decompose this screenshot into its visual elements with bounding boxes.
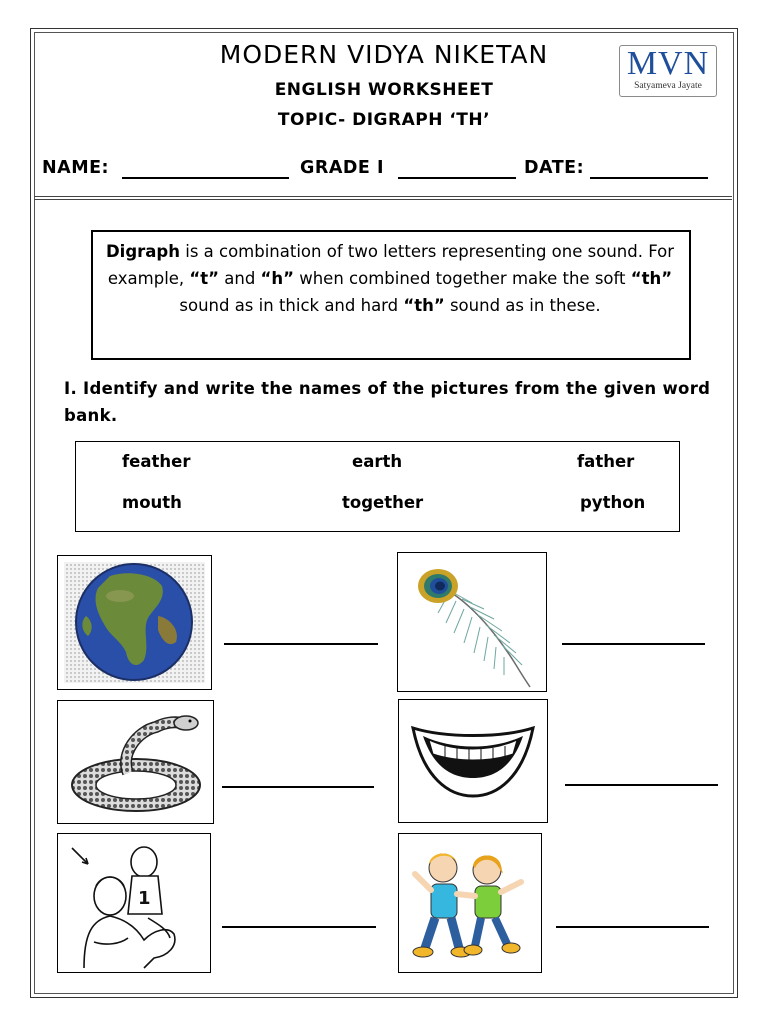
word-bank-item: father	[577, 452, 635, 471]
answer-line[interactable]	[556, 926, 709, 928]
earth-globe-icon	[58, 556, 211, 689]
python-snake-icon	[58, 701, 213, 823]
mouth-picture	[398, 699, 548, 823]
python-picture	[57, 700, 214, 824]
hard-th: “th”	[403, 296, 445, 315]
header-divider	[34, 196, 732, 197]
grade-label: GRADE I	[300, 158, 384, 178]
letter-t: “t”	[189, 269, 219, 288]
father-and-child-icon	[58, 834, 210, 972]
svg-text:1: 1	[138, 888, 151, 909]
school-logo	[619, 45, 717, 97]
children-together-icon	[399, 834, 541, 972]
definition-part-4: sound as in these.	[444, 296, 601, 315]
definition-term: Digraph	[105, 242, 180, 261]
peacock-feather-icon	[398, 553, 546, 691]
name-blank-line[interactable]	[122, 177, 289, 179]
earth-picture	[57, 555, 212, 690]
letter-h: “h”	[260, 269, 294, 288]
date-label: DATE:	[524, 158, 585, 178]
logo-motto: Satyameva Jayate	[634, 81, 702, 91]
answer-line[interactable]	[224, 643, 378, 645]
answer-line[interactable]	[565, 784, 718, 786]
definition-text	[100, 238, 680, 319]
definition-part-3: sound as in thick and hard	[179, 296, 404, 315]
father-picture	[57, 833, 211, 973]
definition-and: and	[219, 269, 261, 288]
word-bank-item: python	[580, 493, 646, 512]
logo-text: MVN	[626, 45, 710, 82]
worksheet-topic: TOPIC- DIGRAPH ‘TH’	[277, 110, 491, 130]
word-bank-item: earth	[352, 452, 403, 471]
school-name: MODERN VIDYA NIKETAN	[219, 40, 549, 69]
definition-part-2: when combined together make the soft	[293, 269, 631, 288]
together-picture	[398, 833, 542, 973]
grade-blank-line[interactable]	[398, 177, 516, 179]
word-bank-item: feather	[122, 452, 191, 471]
word-bank-item: together	[342, 493, 424, 512]
date-blank-line[interactable]	[590, 177, 708, 179]
answer-line[interactable]	[222, 786, 374, 788]
header-divider-double	[34, 199, 732, 200]
soft-th: “th”	[630, 269, 673, 288]
feather-picture	[397, 552, 547, 692]
name-label: NAME:	[42, 158, 110, 178]
answer-line[interactable]	[562, 643, 705, 645]
definition-part-1: is a combination of two letters representing one sound. For example,	[107, 242, 674, 288]
answer-line[interactable]	[222, 926, 376, 928]
question-instruction: I. Identify and write the names of the pictures from the given word bank.	[64, 379, 711, 425]
worksheet-title: ENGLISH WORKSHEET	[274, 80, 494, 100]
smiling-mouth-icon	[399, 700, 547, 822]
word-bank-item: mouth	[122, 493, 182, 512]
